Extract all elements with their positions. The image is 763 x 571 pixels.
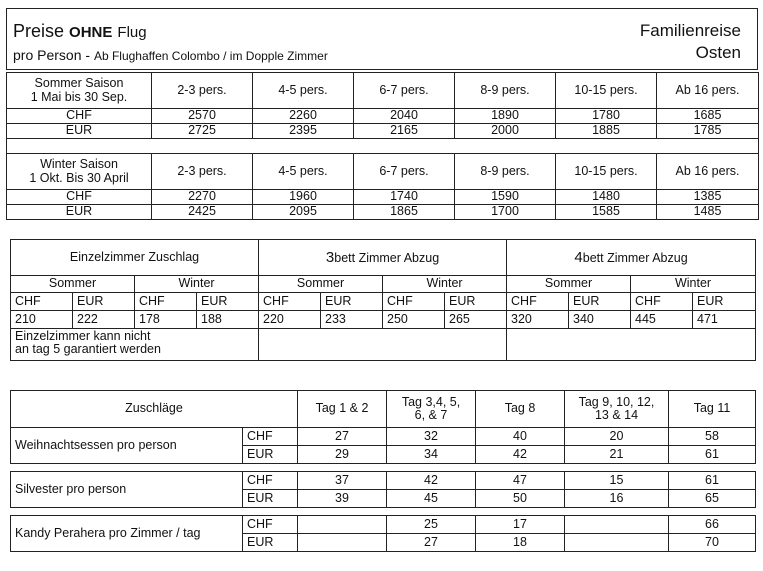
value-cell: 320 <box>507 311 569 329</box>
value-cell: 34 <box>387 446 476 464</box>
value-cell: 16 <box>565 490 669 508</box>
season-cell: Sommer <box>259 276 383 293</box>
right-title: Familienreise <box>639 21 741 40</box>
currency-cell: CHF <box>631 293 693 311</box>
value-cell: 66 <box>669 516 756 534</box>
surcharge-item-name: Weihnachtsessen pro person <box>11 428 243 464</box>
value-cell: 445 <box>631 311 693 329</box>
surcharge-table <box>10 390 756 552</box>
value-cell: 27 <box>387 534 476 552</box>
title-bold: OHNE <box>69 24 113 41</box>
currency-cell: EUR <box>243 446 298 464</box>
spacer-row <box>7 139 759 154</box>
price-cell: 2570 <box>152 109 253 124</box>
currency-cell: EUR <box>73 293 135 311</box>
currency-cell: EUR <box>445 293 507 311</box>
currency-cell: EUR <box>693 293 756 311</box>
price-cell: 1785 <box>657 124 759 139</box>
price-cell: 1865 <box>354 205 455 220</box>
price-table-body <box>7 73 759 220</box>
room-currency-row <box>11 293 756 311</box>
value-cell: 222 <box>73 311 135 329</box>
single-room-title: Einzelzimmer Zuschlag <box>11 240 259 276</box>
currency-cell: CHF <box>243 516 298 534</box>
price-row <box>7 124 759 139</box>
note-line: Einzelzimmer kann nicht <box>15 329 151 343</box>
price-cell: 1960 <box>253 190 354 205</box>
value-cell <box>565 516 669 534</box>
value-cell: 15 <box>565 472 669 490</box>
currency-cell: EUR <box>7 124 152 139</box>
spacer-row <box>11 464 756 472</box>
spacer-cell <box>11 464 756 472</box>
currency-cell: EUR <box>197 293 259 311</box>
column-header: 2-3 pers. <box>152 73 253 109</box>
value-cell: 39 <box>298 490 387 508</box>
currency-cell: CHF <box>7 109 152 124</box>
day-column-header <box>387 391 476 428</box>
room-season-row <box>11 276 756 293</box>
spacer-cell <box>7 139 759 154</box>
price-cell: 1480 <box>556 190 657 205</box>
subtitle-rest: Ab Flughaffen Colombo / im Dopple Zimmer <box>93 49 328 63</box>
value-cell: 20 <box>565 428 669 446</box>
column-header: Ab 16 pers. <box>657 73 759 109</box>
currency-cell: CHF <box>7 190 152 205</box>
value-cell: 45 <box>387 490 476 508</box>
value-cell: 29 <box>298 446 387 464</box>
season-header-row <box>7 154 759 190</box>
column-header: 10-15 pers. <box>556 154 657 190</box>
empty-note-cell <box>259 329 507 361</box>
price-cell: 1585 <box>556 205 657 220</box>
surcharge-label: Zuschläge <box>11 391 298 428</box>
season-label <box>7 154 152 190</box>
spacer-cell <box>11 508 756 516</box>
day-column-header <box>565 391 669 428</box>
page-subtitle <box>13 47 328 63</box>
price-row <box>7 205 759 220</box>
season-label <box>7 73 152 109</box>
value-cell: 340 <box>569 311 631 329</box>
subtitle-bold: pro Person - <box>13 47 91 63</box>
room-note-row <box>11 329 756 361</box>
quad-number: 4 <box>574 248 583 266</box>
price-cell: 2395 <box>253 124 354 139</box>
price-cell: 1885 <box>556 124 657 139</box>
title-main: Preise <box>13 21 65 41</box>
triple-room-title <box>259 240 507 276</box>
season-cell: Sommer <box>11 276 135 293</box>
price-cell: 1890 <box>455 109 556 124</box>
currency-cell: EUR <box>243 490 298 508</box>
price-cell: 2040 <box>354 109 455 124</box>
title-rest: Flug <box>117 24 147 41</box>
day-line: Tag 11 <box>693 401 731 416</box>
season-cell: Winter <box>135 276 259 293</box>
value-cell: 21 <box>565 446 669 464</box>
currency-cell: CHF <box>507 293 569 311</box>
column-header: 4-5 pers. <box>253 154 354 190</box>
value-cell: 40 <box>476 428 565 446</box>
currency-cell: CHF <box>11 293 73 311</box>
price-cell: 2165 <box>354 124 455 139</box>
room-group-row <box>11 240 756 276</box>
room-value-row <box>11 311 756 329</box>
surcharge-row <box>11 472 756 490</box>
empty-note-cell <box>507 329 756 361</box>
value-cell: 188 <box>197 311 259 329</box>
column-header: 6-7 pers. <box>354 154 455 190</box>
column-header: 6-7 pers. <box>354 73 455 109</box>
column-header: 10-15 pers. <box>556 73 657 109</box>
value-cell: 65 <box>669 490 756 508</box>
day-line: Tag 9, 10, 12, <box>578 394 655 409</box>
column-header: 2-3 pers. <box>152 154 253 190</box>
price-cell: 2000 <box>455 124 556 139</box>
currency-cell: CHF <box>259 293 321 311</box>
right-subtitle: Osten <box>695 43 741 62</box>
surcharge-item-name: Silvester pro person <box>11 472 243 508</box>
price-cell: 2725 <box>152 124 253 139</box>
value-cell: 471 <box>693 311 756 329</box>
day-line: 6, & 7 <box>414 408 448 422</box>
single-room-note <box>11 329 259 361</box>
currency-cell: EUR <box>7 205 152 220</box>
column-header: 8-9 pers. <box>455 154 556 190</box>
surcharge-header-row <box>11 391 756 428</box>
season-name: Sommer Saison <box>34 76 124 91</box>
column-header: 8-9 pers. <box>455 73 556 109</box>
value-cell: 17 <box>476 516 565 534</box>
value-cell: 27 <box>298 428 387 446</box>
value-cell: 18 <box>476 534 565 552</box>
value-cell <box>298 534 387 552</box>
day-line: 13 & 14 <box>594 408 639 422</box>
value-cell: 32 <box>387 428 476 446</box>
value-cell <box>565 534 669 552</box>
currency-cell: CHF <box>243 472 298 490</box>
spacer-row <box>11 508 756 516</box>
page-title <box>13 21 147 42</box>
price-cell: 2260 <box>253 109 354 124</box>
price-cell: 1385 <box>657 190 759 205</box>
header-box <box>6 8 758 70</box>
price-cell: 1685 <box>657 109 759 124</box>
room-table <box>10 239 756 361</box>
surcharge-row <box>11 428 756 446</box>
day-line: Tag 3,4, 5, <box>401 394 461 409</box>
value-cell: 178 <box>135 311 197 329</box>
price-cell: 2425 <box>152 205 253 220</box>
day-column-header <box>476 391 565 428</box>
surcharge-item-name: Kandy Perahera pro Zimmer / tag <box>11 516 243 552</box>
day-line: Tag 1 & 2 <box>315 401 369 416</box>
quad-text: bett Zimmer Abzug <box>582 250 688 265</box>
value-cell: 61 <box>669 446 756 464</box>
value-cell: 61 <box>669 472 756 490</box>
currency-cell: CHF <box>135 293 197 311</box>
value-cell: 70 <box>669 534 756 552</box>
value-cell: 58 <box>669 428 756 446</box>
price-cell: 2270 <box>152 190 253 205</box>
value-cell: 42 <box>387 472 476 490</box>
surcharge-row <box>11 516 756 534</box>
value-cell: 265 <box>445 311 507 329</box>
day-column-header <box>669 391 756 428</box>
triple-number: 3 <box>325 248 335 266</box>
price-cell: 2095 <box>253 205 354 220</box>
value-cell: 250 <box>383 311 445 329</box>
price-row <box>7 190 759 205</box>
value-cell: 233 <box>321 311 383 329</box>
season-name: Winter Saison <box>40 157 118 172</box>
price-cell: 1485 <box>657 205 759 220</box>
season-dates: 1 Mai bis 30 Sep. <box>30 89 128 104</box>
season-cell: Winter <box>383 276 507 293</box>
value-cell: 37 <box>298 472 387 490</box>
currency-cell: CHF <box>243 428 298 446</box>
currency-cell: EUR <box>321 293 383 311</box>
value-cell: 220 <box>259 311 321 329</box>
season-dates: 1 Okt. Bis 30 April <box>29 170 129 185</box>
value-cell: 25 <box>387 516 476 534</box>
currency-cell: EUR <box>569 293 631 311</box>
price-cell: 1740 <box>354 190 455 205</box>
value-cell: 210 <box>11 311 73 329</box>
column-header: 4-5 pers. <box>253 73 354 109</box>
quad-room-title <box>507 240 756 276</box>
column-header: Ab 16 pers. <box>657 154 759 190</box>
day-column-header <box>298 391 387 428</box>
price-row <box>7 109 759 124</box>
day-line: Tag 8 <box>504 401 536 416</box>
price-cell: 1700 <box>455 205 556 220</box>
currency-cell: CHF <box>383 293 445 311</box>
value-cell: 50 <box>476 490 565 508</box>
season-cell: Winter <box>631 276 756 293</box>
value-cell: 47 <box>476 472 565 490</box>
note-line: an tag 5 garantiert werden <box>15 342 161 357</box>
price-cell: 1590 <box>455 190 556 205</box>
triple-text: bett Zimmer Abzug <box>334 250 440 265</box>
season-header-row <box>7 73 759 109</box>
season-cell: Sommer <box>507 276 631 293</box>
price-cell: 1780 <box>556 109 657 124</box>
value-cell <box>298 516 387 534</box>
currency-cell: EUR <box>243 534 298 552</box>
price-table <box>6 72 759 220</box>
value-cell: 42 <box>476 446 565 464</box>
